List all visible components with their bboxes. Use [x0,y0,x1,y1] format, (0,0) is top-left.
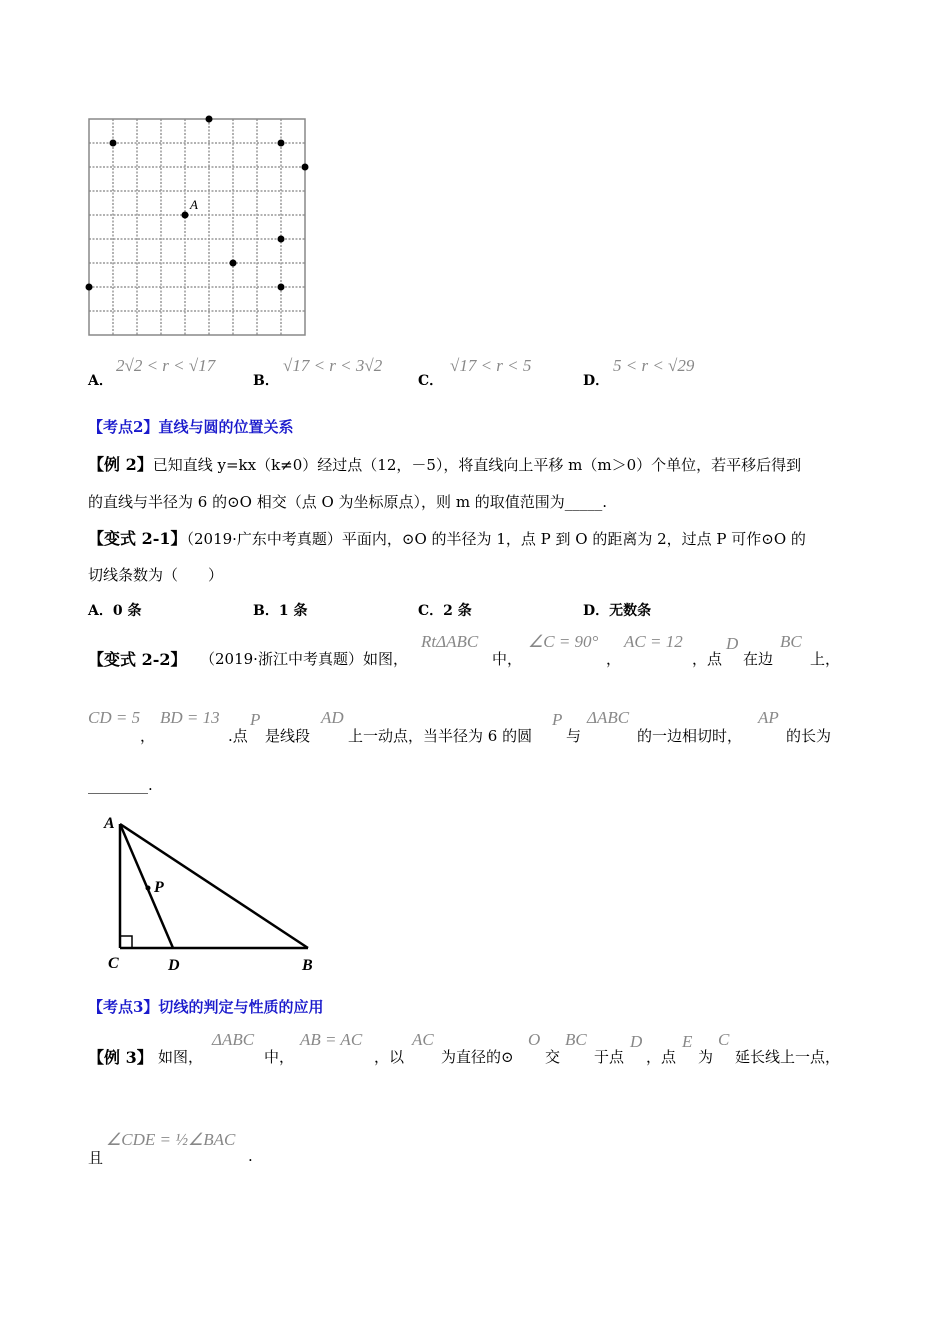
section-heading-2: 【考点2】直线与圆的位置关系 [88,418,294,436]
text: ，点 [646,1048,677,1066]
option-d-math: 5 < r < √29 [613,356,695,375]
variant-source: （2019·浙江中考真题）如图， [200,650,408,668]
math: ∠C = 90° [528,632,599,651]
option-a-letter: A． [88,373,113,389]
math: E [682,1032,693,1051]
option-c-math: √17 < r < 5 [450,356,532,375]
label-b: B [302,957,313,974]
math: ΔABC [212,1030,255,1049]
label-c: C [108,955,119,972]
variant-text: （2019·广东中考真题）平面内，⊙O 的半径为 1，点 P 到 O 的距离为 2，过点 P 可作⊙O 的 [186,530,806,548]
option-c: C．2 条 [418,603,472,619]
math: C [718,1030,730,1049]
section-heading-3: 【考点3】切线的判定与性质的应用 [88,998,324,1016]
text: 上， [810,650,841,668]
text: 中， [492,650,523,668]
text: 交 [545,1048,561,1066]
example-tag: 【例 3】 [88,1048,153,1067]
text: 延长线上一点， [735,1048,841,1066]
grid-point [110,140,117,147]
math: AP [758,708,779,727]
label-a: A [190,197,198,212]
variant-tag: 【变式 2-1】 [88,529,187,548]
text: 在边 [743,650,774,668]
text: . [248,1147,253,1165]
option-b: B．1 条 [253,603,308,619]
text: 为直径的⊙ [441,1048,514,1066]
grid-border [89,119,305,335]
example-text: 的直线与半径为 6 的⊙O 相交（点 O 为坐标原点），则 m 的取值范围为_____. [88,493,608,511]
math: BC [780,632,802,651]
point-p [146,886,151,891]
label-p: P [154,879,164,896]
text: 的一边相切时， [637,727,743,745]
math: BD = 13 [160,708,220,727]
math: AC = 12 [624,632,683,651]
text: 是线段 [265,727,311,745]
grid-figure [84,114,314,340]
math: BC [565,1030,587,1049]
right-angle-mark [120,936,132,948]
text: 如图， [158,1048,204,1066]
option-d-letter: D． [583,373,610,389]
answer-blank: ________. [88,776,153,794]
option-d: D．无数条 [583,603,652,619]
text: ，以 [374,1048,405,1066]
grid-point [86,284,93,291]
math: AB = AC [300,1030,363,1049]
text: ， [606,650,622,668]
example-tag: 【例 2】 [88,455,153,474]
text: 的长为 [786,727,832,745]
text: 与 [566,727,582,745]
text: ， [140,727,156,745]
grid-point [278,284,285,291]
grid-point [230,260,237,267]
math: AC [412,1030,434,1049]
math: AD [321,708,344,727]
option-a-math: 2√2 < r < √17 [116,356,216,375]
text: 为 [698,1048,714,1066]
grid-point [278,140,285,147]
math: P [552,710,563,729]
option-b-letter: B． [253,373,279,389]
math: O [528,1030,541,1049]
option-a: A．0 条 [88,603,142,619]
math: P [250,710,261,729]
math: ΔABC [587,708,630,727]
text: .点 [228,727,248,745]
math: ∠CDE = ½∠BAC [106,1130,236,1149]
text: 上一动点，当半径为 6 的圆 [348,727,533,745]
variant-tag: 【变式 2-2】 [88,650,187,669]
point-a [182,212,189,219]
example-text: 已知直线 y=kx（k≠0）经过点（12，－5），将直线向上平移 m（m＞0）个单位，若平移后得到 [152,456,802,474]
math: RtΔABC [421,632,479,651]
grid-point [302,164,309,171]
math: CD = 5 [88,708,141,727]
option-b-math: √17 < r < 3√2 [283,356,383,375]
grid-point [206,116,213,123]
grid-point [278,236,285,243]
math: D [726,634,739,653]
option-c-letter: C． [418,373,444,389]
text: 且 [88,1149,104,1167]
math: D [630,1032,643,1051]
triangle-figure [100,810,330,975]
text: ，点 [692,650,723,668]
variant-text: 切线条数为（ ） [88,566,224,584]
label-a: A [104,815,115,832]
text: 中， [264,1048,295,1066]
text: 于点 [594,1048,625,1066]
label-d: D [168,957,180,974]
